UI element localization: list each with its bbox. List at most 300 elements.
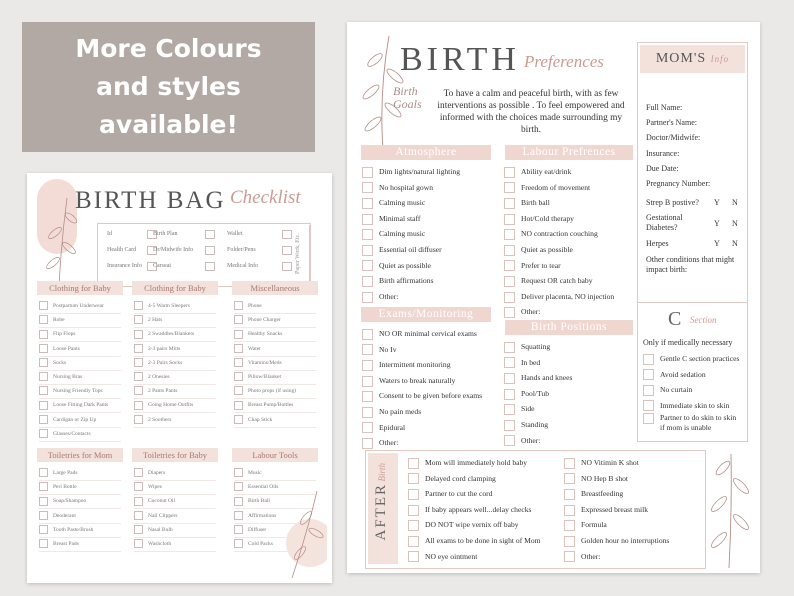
checkbox[interactable]: [234, 330, 243, 339]
checkbox[interactable]: [408, 551, 419, 562]
preference-option[interactable]: [362, 404, 421, 419]
option-label: Squatting: [521, 342, 551, 351]
no-option[interactable]: N: [732, 198, 738, 207]
checkbox[interactable]: [504, 389, 515, 400]
option-label: Hot/Cold therapy: [521, 213, 574, 223]
checkbox[interactable]: [643, 354, 654, 365]
checkbox[interactable]: [362, 391, 373, 402]
preference-option[interactable]: [362, 388, 482, 403]
checkbox[interactable]: [362, 360, 373, 371]
bag-checklist-item[interactable]: [39, 427, 121, 442]
checkbox[interactable]: [504, 307, 515, 318]
checkbox[interactable]: [134, 539, 143, 548]
bag-checklist-item[interactable]: [134, 299, 216, 314]
bag-checklist-item[interactable]: [134, 537, 216, 552]
checkbox[interactable]: [362, 329, 373, 340]
checkbox[interactable]: [362, 229, 373, 240]
c-section-option[interactable]: [643, 351, 740, 366]
c-section-script: Section: [690, 315, 717, 325]
checkbox[interactable]: [234, 525, 243, 534]
page-title: BIRTH: [400, 41, 520, 78]
checkbox[interactable]: [234, 539, 243, 548]
checkbox[interactable]: [234, 511, 243, 520]
bag-item-label: Breast Pump/Bottles: [248, 402, 294, 409]
preference-option[interactable]: [362, 326, 477, 341]
checkbox[interactable]: [504, 357, 515, 368]
bag-item-label: Robe: [53, 317, 65, 324]
after-birth-option[interactable]: [564, 549, 600, 564]
option-label: Consent to be given before exams: [379, 391, 483, 401]
option-label: Mom will immediately hold baby: [425, 458, 528, 467]
preference-option[interactable]: [362, 373, 455, 388]
option-label: Freedom of movement: [521, 182, 591, 192]
checkbox[interactable]: [362, 260, 373, 271]
checkbox[interactable]: [134, 482, 143, 491]
mom-info-field: Due Date:: [646, 163, 679, 173]
promo-line: More Colours: [75, 34, 262, 63]
checkbox[interactable]: [504, 342, 515, 353]
bag-item-label: Diapers: [148, 470, 166, 476]
bag-checklist-item[interactable]: [234, 384, 316, 399]
bag-checklist-item[interactable]: [234, 356, 316, 371]
bag-checklist-item[interactable]: [39, 413, 121, 428]
option-label: No hospital gown: [379, 182, 433, 192]
c-section-option[interactable]: [643, 367, 706, 382]
moms-info-script: Info: [710, 54, 730, 64]
bag-checklist-item[interactable]: [39, 509, 121, 524]
preference-option[interactable]: [504, 339, 550, 354]
bag-section-header: Labour Tools: [232, 448, 318, 462]
checkbox[interactable]: [134, 525, 143, 534]
checkbox[interactable]: [234, 401, 243, 410]
checkbox[interactable]: [408, 536, 419, 547]
checkbox[interactable]: [39, 372, 48, 381]
c-section-option[interactable]: [643, 398, 729, 413]
after-birth-panel: [365, 450, 706, 569]
bag-item-label: Nasal Bulb: [148, 526, 173, 533]
after-birth-option[interactable]: [564, 471, 628, 486]
bag-checklist-item[interactable]: [39, 398, 121, 413]
checkbox[interactable]: [39, 511, 48, 520]
bag-checklist-item[interactable]: [234, 466, 316, 481]
yes-option[interactable]: Y: [714, 239, 720, 248]
checkbox[interactable]: [205, 230, 215, 239]
labour-preferences-header: Labour Prefrences: [505, 145, 633, 160]
checkbox[interactable]: [504, 245, 515, 256]
bag-checklist-item[interactable]: [39, 370, 121, 385]
checkbox[interactable]: [362, 245, 373, 256]
after-birth-option[interactable]: [564, 533, 669, 548]
checkbox[interactable]: [234, 468, 243, 477]
checkbox[interactable]: [205, 262, 215, 271]
preference-option[interactable]: [504, 180, 590, 195]
checkbox[interactable]: [408, 505, 419, 516]
option-label: Avoid sedation: [660, 369, 706, 379]
after-birth-option[interactable]: [408, 471, 496, 486]
checkbox[interactable]: [504, 198, 515, 209]
promo-line: and styles: [96, 72, 241, 101]
after-birth-option[interactable]: [408, 533, 541, 548]
moms-info-title: MOM'S: [655, 51, 707, 66]
after-birth-option[interactable]: [564, 502, 648, 517]
bag-item-label: Phone: [248, 303, 262, 309]
bag-section-header: Miscellaneous: [232, 281, 318, 295]
bag-checklist-item[interactable]: [234, 413, 316, 428]
bag-checklist-item[interactable]: [234, 370, 316, 385]
after-birth-option[interactable]: [408, 517, 519, 532]
after-birth-option[interactable]: [408, 486, 492, 501]
bag-item-label: Chap Stick: [248, 416, 273, 423]
after-birth-option[interactable]: [564, 455, 639, 470]
checkbox[interactable]: [39, 315, 48, 324]
option-label: Golden hour no interruptions: [581, 536, 670, 545]
after-birth-option[interactable]: [408, 549, 477, 564]
after-birth-option[interactable]: [408, 455, 527, 470]
bag-item-label: Healthy Snacks: [248, 331, 283, 338]
preference-option[interactable]: [504, 417, 548, 432]
birth-positions-header: Birth Positions: [505, 320, 633, 335]
checkbox[interactable]: [39, 344, 48, 353]
option-label: NO OR minimal cervical exams: [379, 329, 477, 338]
bag-item-label: 2 Hats: [148, 317, 163, 324]
checkbox[interactable]: [39, 415, 48, 424]
checkbox[interactable]: [362, 198, 373, 209]
checkbox[interactable]: [39, 386, 48, 395]
checkbox[interactable]: [39, 330, 48, 339]
bag-checklist-item[interactable]: [234, 398, 316, 413]
checkbox[interactable]: [39, 482, 48, 491]
c-section-panel: [637, 302, 748, 442]
checkbox[interactable]: [234, 344, 243, 353]
checkbox[interactable]: [234, 315, 243, 324]
checkbox[interactable]: [504, 435, 515, 446]
c-section-option[interactable]: [643, 413, 743, 432]
checkbox[interactable]: [39, 429, 48, 438]
yes-option[interactable]: Y: [714, 198, 720, 207]
bag-checklist-item[interactable]: [39, 537, 121, 552]
bag-item-label: Postpartum Underwear: [53, 303, 104, 309]
checkbox[interactable]: [643, 400, 654, 411]
checkbox[interactable]: [408, 458, 419, 469]
checkbox[interactable]: [408, 489, 419, 500]
preference-option[interactable]: [362, 273, 433, 288]
checkbox[interactable]: [234, 358, 243, 367]
preference-option[interactable]: [504, 258, 561, 273]
checkbox[interactable]: [134, 372, 143, 381]
bag-checklist-item[interactable]: [234, 313, 316, 328]
after-birth-option[interactable]: [408, 502, 531, 517]
c-section-option[interactable]: [643, 382, 692, 397]
bag-checklist-item[interactable]: [39, 356, 121, 371]
preference-option[interactable]: [362, 420, 405, 435]
checkbox[interactable]: [39, 497, 48, 506]
checkbox[interactable]: [134, 301, 143, 310]
bag-checklist-item[interactable]: [134, 342, 216, 357]
bag-checklist-item[interactable]: [134, 313, 216, 328]
preference-option[interactable]: [362, 342, 397, 357]
checkbox[interactable]: [564, 473, 575, 484]
option-label: Quiet as possible: [379, 260, 431, 270]
option-label: NO contraction couching: [521, 229, 598, 239]
mom-info-field: Insurance:: [646, 148, 680, 158]
preference-option[interactable]: [362, 242, 442, 257]
checkbox[interactable]: [234, 497, 243, 506]
option-label: DO NOT wipe vernix off baby: [425, 520, 519, 530]
preference-option[interactable]: [362, 289, 398, 304]
option-label: Pool/Tub: [521, 388, 550, 398]
preference-option[interactable]: [362, 435, 398, 450]
checkbox[interactable]: [643, 413, 654, 424]
checkbox[interactable]: [408, 520, 419, 531]
checkbox[interactable]: [564, 551, 575, 562]
checkbox[interactable]: [564, 536, 575, 547]
mom-info-field: Partner's Name:: [646, 118, 697, 128]
checkbox[interactable]: [504, 214, 515, 225]
checkbox[interactable]: [282, 246, 292, 255]
option-label: No pain meds: [379, 407, 422, 416]
bag-checklist-item[interactable]: [134, 413, 216, 428]
preference-option[interactable]: [362, 195, 425, 210]
preference-option[interactable]: [504, 304, 540, 319]
birth-bag-checklist-page: [27, 173, 332, 583]
option-label: No Iv: [379, 344, 397, 354]
option-label: Breastfeeding: [581, 489, 624, 499]
preference-option[interactable]: [504, 164, 571, 179]
option-label: Other:: [521, 307, 541, 317]
option-label: Formula: [581, 520, 607, 530]
option-label: Standing: [521, 420, 549, 429]
preference-option[interactable]: [362, 164, 460, 179]
bag-item-label: Nursing Bras: [53, 374, 83, 380]
option-label: Hands and knees: [521, 373, 573, 383]
mom-info-field: Herpes: [646, 239, 669, 248]
checkbox[interactable]: [564, 520, 575, 531]
checkbox[interactable]: [362, 344, 373, 355]
checkbox[interactable]: [134, 511, 143, 520]
checkbox[interactable]: [643, 385, 654, 396]
preference-option[interactable]: [504, 370, 572, 385]
preference-option[interactable]: [504, 289, 614, 304]
bag-section-header: Toiletries for Baby: [132, 448, 218, 462]
option-label: Quiet as possible: [521, 245, 573, 254]
bag-checklist-item[interactable]: [134, 398, 216, 413]
birth-preferences-page: [347, 22, 760, 573]
bag-checklist-item[interactable]: [134, 327, 216, 342]
checkbox[interactable]: [362, 182, 373, 193]
promo-banner: [22, 22, 315, 152]
bag-checklist-item[interactable]: [39, 466, 121, 481]
checkbox[interactable]: [408, 473, 419, 484]
option-label: Calming music: [379, 229, 426, 239]
checkbox[interactable]: [134, 330, 143, 339]
checkbox[interactable]: [134, 415, 143, 424]
option-label: NO Hep B shot: [581, 473, 629, 483]
bag-item-label: 2 Swaddles/Blankets: [148, 331, 194, 338]
checkbox[interactable]: [234, 482, 243, 491]
bag-checklist-item[interactable]: [134, 466, 216, 481]
bag-item-label: Cold Packs: [248, 541, 273, 547]
checkbox[interactable]: [643, 369, 654, 380]
checkbox[interactable]: [39, 468, 48, 477]
checkbox[interactable]: [504, 276, 515, 287]
bag-checklist-item[interactable]: [134, 494, 216, 509]
checkbox[interactable]: [504, 373, 515, 384]
preference-option[interactable]: [504, 211, 574, 226]
preference-option[interactable]: [504, 386, 549, 401]
after-birth-option[interactable]: [564, 486, 623, 501]
bag-checklist-item[interactable]: [234, 327, 316, 342]
bag-info-label: Id: [107, 231, 112, 237]
no-option[interactable]: N: [732, 239, 738, 248]
checkbox[interactable]: [234, 386, 243, 395]
bag-item-label: Vitamins/Meds: [248, 359, 282, 366]
bag-checklist-item[interactable]: [134, 509, 216, 524]
checkbox[interactable]: [134, 358, 143, 367]
preference-option[interactable]: [504, 355, 540, 370]
mom-info-field: Pregnancy Number:: [646, 179, 711, 188]
checkbox[interactable]: [39, 358, 48, 367]
option-label: Calming music: [379, 198, 426, 208]
checkbox[interactable]: [504, 229, 515, 240]
preference-option[interactable]: [504, 242, 573, 257]
bag-checklist-item[interactable]: [134, 370, 216, 385]
bag-checklist-item[interactable]: [234, 299, 316, 314]
bag-item-label: Breast Pads: [53, 541, 79, 547]
checkbox[interactable]: [504, 420, 515, 431]
bag-side-label: Paper Work, Etc.: [295, 225, 310, 283]
checkbox[interactable]: [362, 292, 373, 303]
option-label: Birth affirmations: [379, 276, 434, 286]
bag-item-label: Tooth Paste/Brush: [53, 526, 94, 533]
checkbox[interactable]: [362, 376, 373, 387]
option-label: Immediate skin to skin: [660, 400, 730, 410]
no-option[interactable]: N: [732, 219, 738, 228]
bag-checklist-item[interactable]: [234, 342, 316, 357]
preference-option[interactable]: [504, 273, 593, 288]
checkbox[interactable]: [134, 401, 143, 410]
checkbox[interactable]: [564, 489, 575, 500]
preference-option[interactable]: [362, 211, 420, 226]
bag-checklist-item[interactable]: [134, 356, 216, 371]
bag-script-title: Checklist: [230, 187, 301, 208]
option-label: Delayed cord clamping: [425, 473, 496, 483]
mom-info-field: Doctor/Midwife:: [646, 133, 701, 143]
preference-option[interactable]: [504, 433, 540, 448]
bag-checklist-item[interactable]: [39, 523, 121, 538]
bag-info-label: Insurance Info: [107, 263, 142, 269]
bag-checklist-item[interactable]: [39, 299, 121, 314]
mom-info-field: Other conditions that might impact birth:: [646, 255, 735, 274]
bag-item-label: Soap/Shampoo: [53, 498, 87, 505]
preference-option[interactable]: [362, 226, 425, 241]
bag-checklist-item[interactable]: [39, 327, 121, 342]
checkbox[interactable]: [504, 292, 515, 303]
option-label: Other:: [379, 438, 399, 448]
yes-option[interactable]: Y: [714, 219, 720, 228]
bag-checklist-item[interactable]: [134, 480, 216, 495]
checkbox[interactable]: [362, 407, 373, 418]
bag-item-label: Glasses/Contacts: [53, 430, 91, 437]
preference-option[interactable]: [362, 258, 431, 273]
bag-item-label: 2-3 Pairs Socks: [148, 359, 183, 366]
checkbox[interactable]: [504, 182, 515, 193]
bag-checklist-item[interactable]: [39, 313, 121, 328]
checkbox[interactable]: [39, 401, 48, 410]
bag-checklist-item[interactable]: [39, 494, 121, 509]
bag-item-label: Essential Oils: [248, 484, 279, 491]
checkbox[interactable]: [134, 344, 143, 353]
checkbox[interactable]: [362, 438, 373, 449]
checkbox[interactable]: [134, 386, 143, 395]
checkbox[interactable]: [39, 301, 48, 310]
bag-info-label: Wallet: [227, 231, 243, 237]
option-label: Partner to do skin to skin if mom is unable: [660, 413, 737, 432]
checkbox[interactable]: [504, 167, 515, 178]
bag-checklist-item[interactable]: [134, 384, 216, 399]
goals-text: To have a calm and peaceful birth, with as few interventions as possible . To feel empowered and informed with the choices made surrounding my birth.: [437, 89, 625, 135]
bag-item-label: Loose Pants: [53, 345, 80, 352]
checkbox[interactable]: [234, 372, 243, 381]
option-label: Intermittent monitoring: [379, 360, 451, 370]
checkbox[interactable]: [564, 505, 575, 516]
bag-checklist-item[interactable]: [39, 342, 121, 357]
exams-header: Exams/Monitoring: [361, 307, 491, 322]
bag-item-label: 2 Pants Pants: [148, 388, 178, 395]
checkbox[interactable]: [39, 525, 48, 534]
preference-option[interactable]: [362, 180, 433, 195]
option-label: Side: [521, 404, 535, 414]
checkbox[interactable]: [564, 458, 575, 469]
checkbox[interactable]: [282, 230, 292, 239]
mom-info-field: Gestational Diabetes?: [646, 213, 683, 232]
option-label: NO Vitimin K shot: [581, 458, 639, 467]
bag-info-label: Carseat: [153, 263, 171, 269]
bag-item-label: Deoderant: [53, 512, 76, 519]
checkbox[interactable]: [362, 214, 373, 225]
bag-item-label: Socks: [53, 359, 67, 366]
preference-option[interactable]: [504, 401, 535, 416]
checkbox[interactable]: [134, 468, 143, 477]
option-label: Dim lights/natural lighting: [379, 167, 460, 176]
preference-option[interactable]: [504, 226, 598, 241]
checkbox[interactable]: [362, 167, 373, 178]
checkbox[interactable]: [504, 404, 515, 415]
preference-option[interactable]: [362, 357, 451, 372]
checkbox[interactable]: [362, 276, 373, 287]
after-birth-label: AFTER: [373, 483, 389, 541]
bag-section-header: Clothing for Baby: [132, 281, 218, 295]
bag-checklist-item[interactable]: [39, 384, 121, 399]
bag-item-label: Pillow/Blanket: [248, 374, 281, 380]
checkbox[interactable]: [234, 415, 243, 424]
checkbox[interactable]: [234, 301, 243, 310]
after-birth-option[interactable]: [564, 517, 607, 532]
checkbox[interactable]: [282, 262, 292, 271]
checkbox[interactable]: [39, 539, 48, 548]
bag-item-label: Music: [248, 470, 262, 476]
checkbox[interactable]: [134, 315, 143, 324]
checkbox[interactable]: [504, 260, 515, 271]
option-label: Other:: [521, 435, 541, 445]
preference-option[interactable]: [504, 195, 550, 210]
bag-checklist-item[interactable]: [39, 480, 121, 495]
checkbox[interactable]: [205, 246, 215, 255]
checkbox[interactable]: [362, 422, 373, 433]
c-section-big-letter: C: [668, 308, 682, 330]
promo-text: [75, 30, 261, 144]
checkbox[interactable]: [134, 497, 143, 506]
bag-checklist-item[interactable]: [134, 523, 216, 538]
